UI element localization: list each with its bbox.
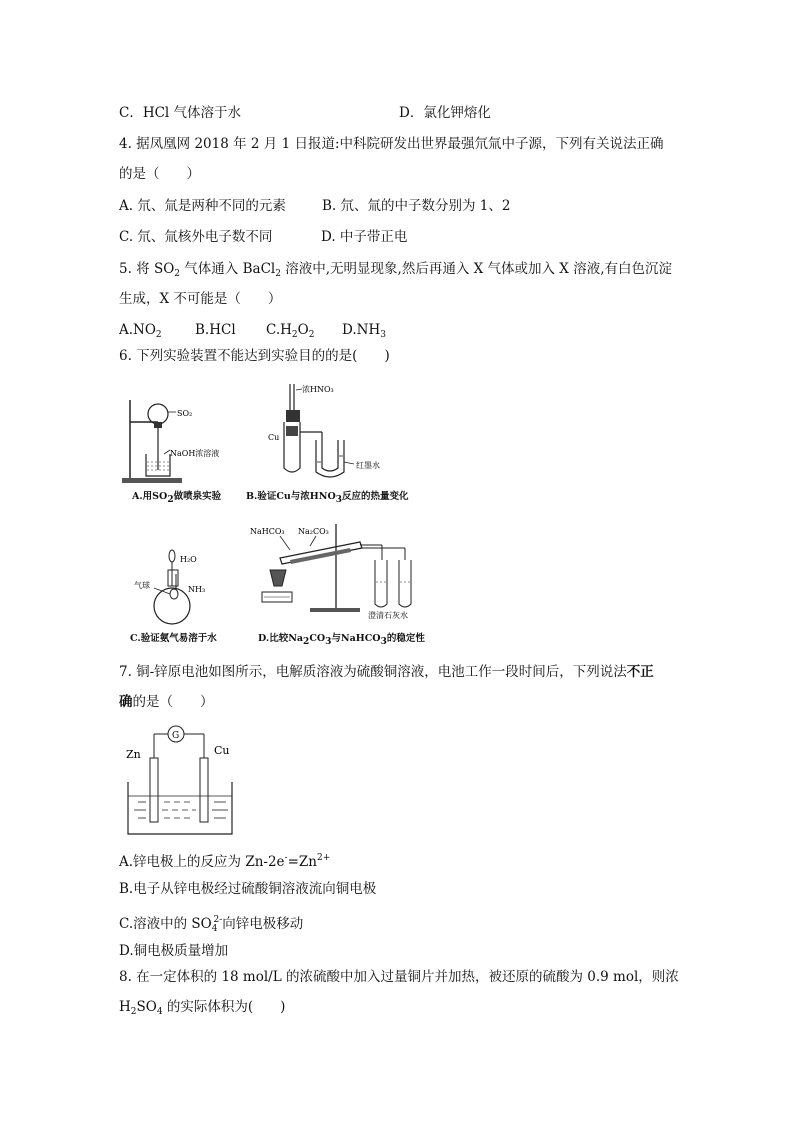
figure-a-fountain — [120, 392, 245, 487]
label-nh3: NH₃ — [188, 585, 206, 594]
label-h2o: H₂O — [180, 555, 197, 564]
q5-stem-line2: 生成，X 不可能是（ ） — [119, 291, 282, 307]
q4-stem-line2: 的是（ ） — [119, 166, 200, 182]
label-hno3: 浓HNO₃ — [302, 385, 334, 394]
q4-option-a: A. 氘、氚是两种不同的元素 — [119, 198, 286, 214]
q5-option-a: $A.NO_2$ — [119, 322, 162, 340]
q5-option-d: $D.NH_3$ — [342, 322, 386, 340]
figure-galvanic-cell — [126, 722, 236, 837]
label-galvanometer: G — [172, 731, 180, 741]
q4-option-d: D. 中子带正电 — [321, 229, 408, 245]
q7-option-a: A.锌电极上的反应为 $Zn-2e^-=Zn^{2+}$ — [119, 853, 331, 870]
figure-c-ammonia — [132, 548, 222, 628]
q3-option-c: C．HCl 气体溶于水 — [119, 105, 242, 121]
q7-stem-line2: 确的是（ ） — [119, 694, 214, 710]
q4-option-c: C. 氘、氚核外电子数不同 — [119, 229, 273, 245]
label-zn: Zn — [126, 748, 141, 761]
label-na2co3: Na₂CO₃ — [298, 527, 329, 536]
q5-stem-line1: 5. 将 $SO_2$ 气体通入 BaCl$_2$ 溶液中,无明显现象,然后再通入 X 气体或加入 X 溶液,有白色沉淀 — [119, 261, 673, 279]
label-cu: Cu — [268, 433, 280, 442]
q7-option-b: B.电子从锌电极经过硫酸铜溶液流向铜电极 — [119, 881, 377, 897]
q5-option-c: $C.H_2O_2$ — [266, 322, 315, 340]
q8-stem-line1: 8. 在一定体积的 18 mol/L 的浓硫酸中加入过量铜片并加热，被还原的硫酸为 0.9 mol，则浓 — [119, 969, 679, 985]
caption-figure-d: D.比较Na2CO3与NaHCO3的稳定性 — [258, 633, 425, 647]
caption-figure-a: A.用SO2做喷泉实验 — [132, 491, 222, 505]
q8-stem-line2: $H_2SO_4$ 的实际体积为( ) — [119, 999, 286, 1017]
caption-figure-c: C.验证氨气易溶于水 — [130, 633, 217, 644]
q7-option-d: D.铜电极质量增加 — [119, 943, 229, 959]
figure-d-stability — [250, 520, 420, 620]
q7-option-c: C.溶液中的 $SO_4^{2-}$向锌电极移动 — [119, 915, 304, 934]
label-nahco3: NaHCO₃ — [250, 527, 285, 536]
label-limewater: 澄清石灰水 — [368, 611, 408, 620]
label-so2: SO₂ — [177, 409, 193, 418]
q6-stem: 6. 下列实验装置不能达到实验目的的是( ) — [119, 348, 390, 364]
figure-b-heat — [262, 380, 402, 485]
label-cu-electrode: Cu — [214, 744, 230, 757]
q3-option-d: D．氯化钾熔化 — [399, 105, 491, 121]
q4-stem-line1: 4. 据凤凰网 2018 年 2 月 1 日报道:中科院研发出世界最强氘氚中子源，下列有关说法正确 — [119, 136, 664, 152]
q7-stem-line1: 7. 铜-锌原电池如图所示，电解质溶液为硫酸铜溶液，电池工作一段时间后，下列说法不正 — [119, 664, 654, 680]
q4-option-b: B. 氘、氚的中子数分别为 1、2 — [322, 198, 511, 214]
label-naoh: NaOH浓溶液 — [170, 449, 220, 458]
label-balloon: 气球 — [134, 581, 150, 590]
caption-figure-b: B.验证Cu与浓HNO3反应的热量变化 — [246, 491, 409, 505]
label-ink: 红墨水 — [356, 461, 380, 470]
q5-option-b: B.HCl — [195, 322, 236, 338]
